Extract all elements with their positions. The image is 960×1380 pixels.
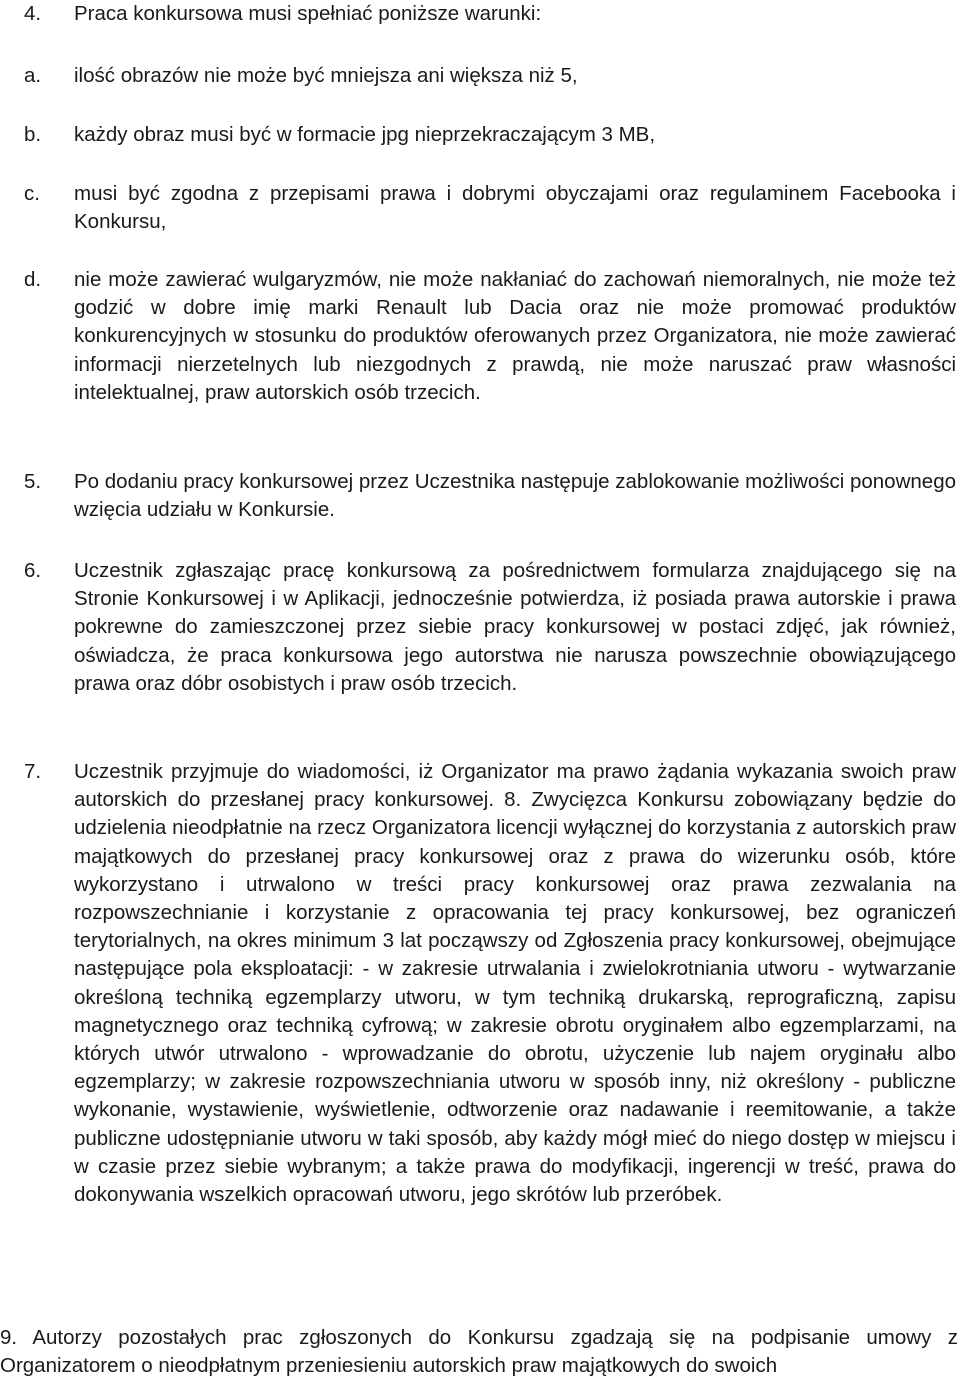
item-marker: b. <box>24 123 42 146</box>
section-text: Uczestnik przyjmuje do wiadomości, iż Organizator ma prawo żądania wykazania swoich praw autorskich do przesłanej pracy konkursowej. 8. Zwycięzca Konkursu zobowiązany będzie do udzielenia nieodpłatnie na rzecz Organizatora licencji wyłącznej do korzystania z autorskich praw majątkowych do przesłanej pracy konkursowej oraz z prawa do wizerunku osób, które wykorzystano i utrwalono w treści pracy konkursowej oraz prawa zezwalania na rozpowszechnianie i korzystanie z opracowania tej pracy konkursowej, bez ograniczeń terytorialnych, na okres minimum 3 lat począwszy od Zgłoszenia pracy konkursowej, obejmujące następujące pola eksploatacji: - w zakresie utrwalania i zwielokrotniania utworu - wytwarzanie określoną techniką egzemplarzy utworu, w tym techniką drukarską, reprograficzną, zapisu magnetycznego oraz techniką cyfrową; w zakresie obrotu oryginałem albo egzemplarzami, na których utwór utrwalono - wprowadzanie do obrotu, użyczenie lub najem oryginału albo egzemplarzy; w zakresie rozpowszechniania utworu w sposób inny, niż określony - publiczne wykonanie, wystawienie, wyświetlenie, odtworzenie oraz nadawanie i reemitowanie, a także publiczne udostępnianie utworu w taki sposób, aby każdy mógł mieć do niego dostęp w miejscu i w czasie przez siebie wybranym; a także prawa do modyfikacji, ingerencji w treść, prawa do dokonywania wszelkich opracowań utworu, jego skrótów lub przeróbek. <box>74 760 956 1207</box>
section-9 <box>0 1324 960 1380</box>
item-marker: c. <box>24 182 40 205</box>
condition-item-d <box>0 266 960 407</box>
section-number: 5. <box>24 470 42 493</box>
item-marker: d. <box>24 268 42 291</box>
section-4 <box>0 0 960 28</box>
section-text: 9. Autorzy pozostałych prac zgłoszonych do Konkursu zgadzają się na podpisanie umowy z Organizatorem o nieodpłatnym przeniesieniu autorskich praw majątkowych do swoich <box>0 1326 958 1378</box>
section-6 <box>0 557 960 698</box>
section-7 <box>0 758 960 1209</box>
item-text: każdy obraz musi być w formacie jpg nieprzekraczającym 3 MB, <box>74 123 656 146</box>
section-number: 7. <box>24 760 42 783</box>
section-text: Praca konkursowa musi spełniać poniższe warunki: <box>74 2 542 25</box>
section-number: 4. <box>24 2 42 25</box>
condition-item-b <box>0 121 960 149</box>
item-text: nie może zawierać wulgaryzmów, nie może nakłaniać do zachowań niemoralnych, nie może też godzić w dobre imię marki Renault lub Dacia oraz nie może promować produktów konkurencyjnych w stosunku do produktów oferowanych przez Organizatora, nie może zawierać informacji nierzetelnych lub niezgodnych z prawdą, nie może naruszać praw własności intelektualnej, praw autorskich osób trzecich. <box>74 268 956 404</box>
section-number: 6. <box>24 559 42 582</box>
item-text: musi być zgodna z przepisami prawa i dobrymi obyczajami oraz regulaminem Facebooka i Konkursu, <box>74 182 956 234</box>
section-text: Po dodaniu pracy konkursowej przez Uczestnika następuje zablokowanie możliwości ponownego wzięcia udziału w Konkursie. <box>74 470 956 522</box>
condition-item-a <box>0 62 960 90</box>
section-5 <box>0 468 960 524</box>
item-marker: a. <box>24 64 42 87</box>
item-text: ilość obrazów nie może być mniejsza ani większa niż 5, <box>74 64 578 87</box>
section-text: Uczestnik zgłaszając pracę konkursową za pośrednictwem formularza znajdującego się na Stronie Konkursowej i w Aplikacji, jednocześnie potwierdza, iż posiada prawa autorskie i prawa pokrewne do zamieszczonej przez siebie pracy konkursowej w postaci zdjęć, jak również, oświadcza, że praca konkursowa jego autorstwa nie narusza powszechnie obowiązującego prawa oraz dóbr osobistych i praw osób trzecich. <box>74 559 956 695</box>
condition-item-c <box>0 180 960 236</box>
